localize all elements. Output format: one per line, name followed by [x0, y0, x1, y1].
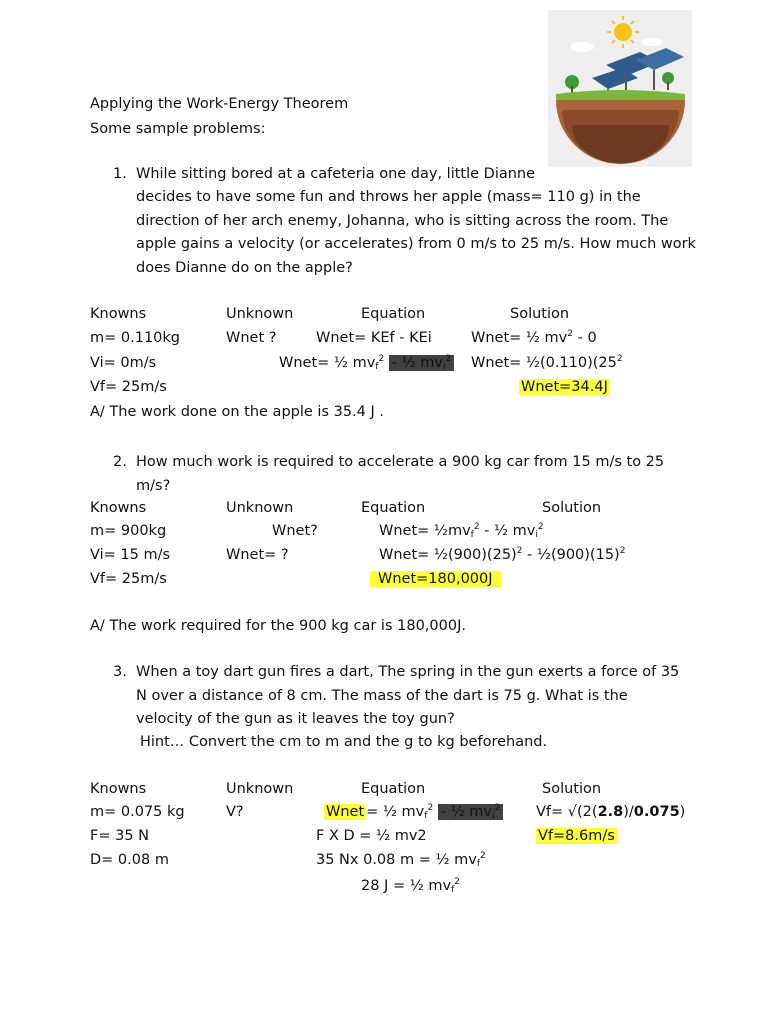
p3-solution-result: Vf=8.6m/s — [538, 828, 615, 844]
p3-header-knowns: Knowns — [90, 781, 147, 797]
problem-1-text: decides to have some fun and throws her apple (mass= 110 g) in the direction of her arch enemy, Johanna, who is sitting across the room. The apple gains a velocity (or accelerates) from 0 m/s to 25 m/s. How much work does Dianne do on the apple? — [136, 189, 696, 276]
p2-header-equation: Equation — [361, 500, 426, 516]
solar-illustration-svg — [548, 10, 692, 167]
p2-answer: A/ The work required for the 900 kg car is 180,000J. — [90, 618, 466, 634]
p1-equation-2: Wnet= ½ $mv_f^2$ - ½ $mv_i^2$ — [279, 353, 454, 373]
p1-solution-1: Wnet= ½ $mv^2 - 0$ — [471, 329, 597, 346]
p3-header-solution: Solution — [542, 781, 602, 797]
problem-1-number: 1. — [113, 166, 127, 182]
p1-header-knowns: Knowns — [90, 306, 147, 322]
p2-unknown-1: Wnet? — [272, 523, 318, 539]
page-subtitle: Some sample problems: — [90, 121, 266, 137]
p1-header-solution: Solution — [510, 306, 570, 322]
p3-unknown: V? — [226, 804, 244, 820]
p1-known-mass: m= 0.110kg — [90, 330, 180, 346]
p1-solution-result: Wnet=34.4J — [521, 379, 608, 395]
p2-known-vi: Vi= 15 m/s — [90, 547, 171, 563]
p3-solution-1: Vf= √(2(2.8)/0.075) — [536, 804, 686, 820]
p3-header-equation: Equation — [361, 781, 426, 797]
p3-equation-2: F X D = ½ mv2 — [316, 828, 427, 844]
p1-solution-2: Wnet= $\frac{1}{2}(0.110)(25^2$ — [471, 354, 623, 371]
p1-unknown: Wnet ? — [226, 330, 277, 346]
p3-equation-3: 35 Nx 0.08 m = ½ $mv_f^2$ — [316, 851, 486, 869]
p3-header-unknown: Unknown — [226, 781, 294, 797]
p3-equation-4: 28 J = ½ $mv_f^2$ — [361, 877, 460, 895]
p1-equation-1: Wnet= KEf - KEi — [316, 330, 432, 346]
solar-energy-illustration — [548, 10, 692, 167]
problem-2-text: How much work is required to accelerate a 900 kg car from 15 m/s to 25 m/s? — [136, 454, 665, 494]
problem-1-text-line1: While sitting bored at a cafeteria one day, little Dianne — [136, 166, 536, 182]
p2-equation-1: Wnet= $\frac{1}{2}mv_f^2$ - ½ $mv_i^2$ — [379, 522, 544, 540]
p3-known-force: F= 35 N — [90, 828, 150, 844]
p2-result: Wnet=180,000J — [370, 569, 501, 589]
problem-3-text: When a toy dart gun fires a dart, The spring in the gun exerts a force of 35 N over a distance of 8 cm. The mass of the dart is 75 g. What is the velocity of the gun as it leaves the toy gun? — [136, 664, 680, 727]
p2-header-solution: Solution — [542, 500, 602, 516]
p1-header-unknown: Unknown — [226, 306, 294, 322]
p1-known-vi: Vi= 0m/s — [90, 355, 157, 371]
p2-known-vf: Vf= 25m/s — [90, 571, 167, 587]
p2-known-mass: m= 900kg — [90, 523, 167, 539]
p3-equation-1: Wnet = ½ $mv_f^2$ - ½ $mv_i^2$ — [324, 802, 503, 822]
p1-known-vf: Vf= 25m/s — [90, 379, 167, 395]
p1-header-equation: Equation — [361, 306, 426, 322]
problem-3-hint: Hint… Convert the cm to m and the g to kg beforehand. — [140, 734, 548, 750]
sun-icon — [607, 16, 639, 48]
problem-3-number: 3. — [113, 664, 127, 680]
p2-header-knowns: Knowns — [90, 500, 147, 516]
page-title: Applying the Work-Energy Theorem — [90, 96, 349, 112]
p3-known-distance: D= 0.08 m — [90, 852, 169, 868]
p1-answer: A/ The work done on the apple is 35.4 J . — [90, 404, 384, 420]
p2-equation-2: Wnet= $\frac{1}{2}(900)(25)^2$ - $\frac{1}{2}(900)(15)^2$ — [379, 546, 626, 563]
problem-2-number: 2. — [113, 454, 127, 470]
p2-header-unknown: Unknown — [226, 500, 294, 516]
p2-unknown-2: Wnet= ? — [226, 547, 289, 563]
p3-known-mass: m= 0.075 kg — [90, 804, 185, 820]
cloud-icon — [570, 42, 594, 52]
